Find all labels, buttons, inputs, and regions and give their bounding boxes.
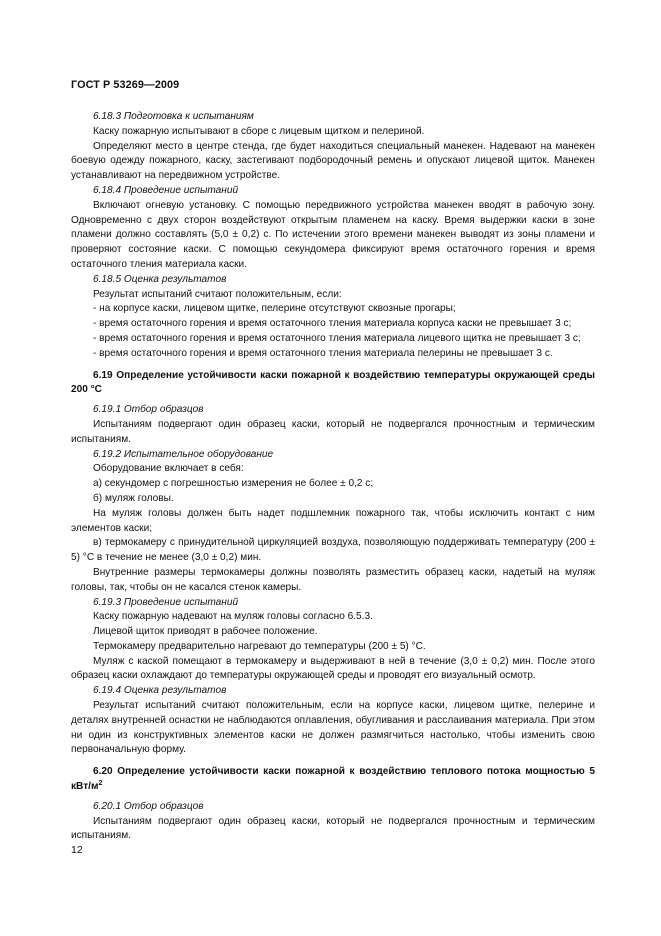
list-item: а) секундомер с погрешностью измерения не более ± 0,2 с; [93,478,374,490]
subsection-heading: 6.19.4 Оценка результатов [93,685,227,697]
subsection-heading: 6.18.5 Оценка результатов [93,273,227,285]
paragraph: Термокамеру предварительно нагревают до температуры (200 ± 5) °С. [93,640,426,652]
paragraph: Результат испытаний считают положительным, если на корпусе каски, лицевом щитке, пелерине и деталях внутренней оснастки не наблюдаются оплавления, обугливания и расслаивания материала. При этом ни один из конструктивных элементов каски не должен размягчиться настолько, чтобы изменить свою первоначальную форму. [71,700,595,756]
paragraph: Определяют место в центре стенда, где будет находиться специальный манекен. Надевают на манекен боевую одежду пожарного, каску, застегивают подбородочный ремень и опускают лицевой щиток. Манекен устанавливают на передвижном устройстве. [71,140,595,182]
subsection-heading: 6.18.4 Проведение испытаний [93,184,239,196]
paragraph: Муляж с каской помещают в термокамеру и выдерживают в ней в течение (3,0 ± 0,2) мин. После этого образец каски охлаждают до температуры окружающей среды и проводят его визуальный осмотр. [71,655,595,682]
document-header: ГОСТ Р 53269—2009 [71,79,180,91]
list-item: - время остаточного горения и время остаточного тления материала корпуса каски не превышает 3 с; [93,318,572,330]
subsection-heading: 6.19.2 Испытательное оборудование [93,448,274,460]
list-item: б) муляж головы. [93,492,174,504]
subsection-heading: 6.19.1 Отбор образцов [93,404,204,416]
section-heading [71,765,595,795]
paragraph: Оборудование включает в себя: [93,463,244,475]
subsection-heading: 6.20.1 Отбор образцов [93,800,204,812]
paragraph: Лицевой щиток приводят в рабочее положение. [93,626,318,638]
paragraph: Каску пожарную надевают на муляж головы согласно 6.5.3. [93,611,373,623]
superscript: 2 [98,780,103,788]
subsection-heading: 6.19.3 Проведение испытаний [93,596,239,608]
document-body [71,110,595,844]
paragraph: Испытаниям подвергают один образец каски, который не подвергался прочностным и термическим испытаниям. [71,418,595,445]
section-heading: 6.19 Определение устойчивости каски пожарной к воздействию температуры окружающей среды 200 °С [71,369,595,396]
subsection-heading: 6.18.3 Подготовка к испытаниям [93,111,254,122]
paragraph: Внутренние размеры термокамеры должны позволять разместить образец каски, надетый на муляж головы, так, чтобы он не касался стенок камеры. [71,566,595,593]
paragraph: Результат испытаний считают положительным, если: [93,288,342,300]
paragraph: На муляж головы должен быть надет подшлемник пожарного так, чтобы исключить контакт с ним элементов каски; [71,507,595,534]
paragraph: Включают огневую установку. С помощью передвижного устройства манекен вводят в рабочую зону. Одновременно с двух сторон воздействуют открытым пламенем на каску. Время выдержки каски в зоне пламени должно составлять (5,0 ± 0,2) с. По истечении этого времени манекен выводят из зоны пламени и проверяют состояние каски. С помощью секундомера фиксируют время остаточного горения и время остаточного тления материала каски. [71,199,595,270]
section-heading-text: 6.20 Определение устойчивости каски пожарной к воздействию теплового потока мощностью 5 кВт/м [71,766,595,793]
page-number: 12 [71,844,83,856]
list-item: - время остаточного горения и время остаточного тления материала пелерины не превышает 3 с. [93,347,553,359]
paragraph: Испытаниям подвергают один образец каски, который не подвергался прочностным и термическим испытаниям. [71,815,595,842]
list-item: - на корпусе каски, лицевом щитке, пелерине отсутствуют сквозные прогары; [93,303,456,315]
list-item: в) термокамеру с принудительной циркуляцией воздуха, позволяющую поддерживать температуру (200 ± 5) °С в течение не менее (3,0 ± 0,2) мин. [71,537,595,564]
paragraph: Каску пожарную испытывают в сборе с лицевым щитком и пелериной. [93,125,425,137]
list-item: - время остаточного горения и время остаточного тления материала лицевого щитка не превышает 3 с; [93,332,581,344]
